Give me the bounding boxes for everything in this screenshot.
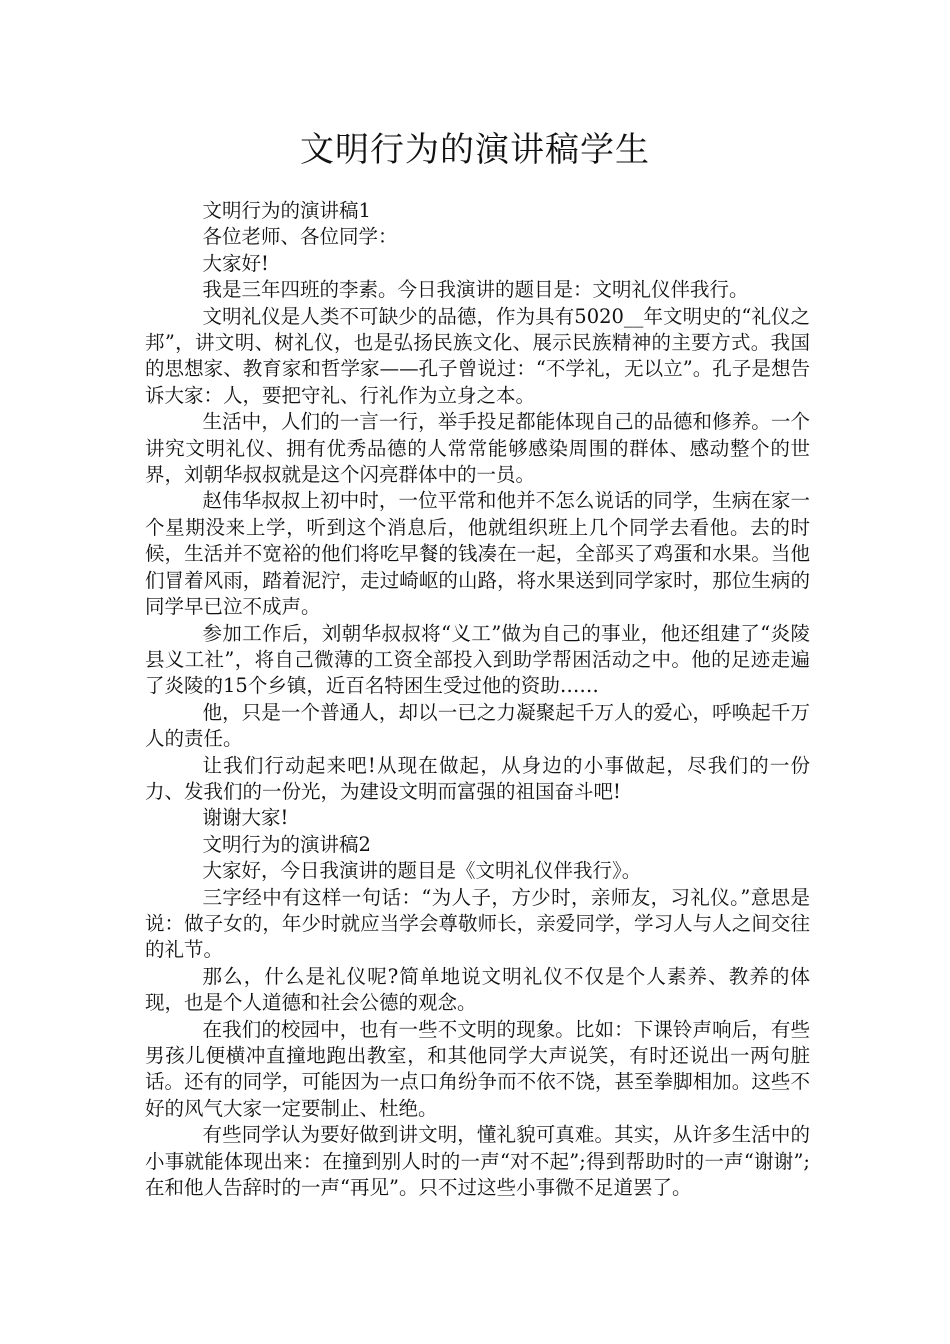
paragraph: 我是三年四班的李素。今日我演讲的题目是：文明礼仪伴我行。 xyxy=(202,278,749,302)
paragraph-greeting: 大家好! xyxy=(202,251,269,275)
paragraph-salutation: 各位老师、各位同学： xyxy=(202,225,398,249)
paragraph-thanks: 谢谢大家! xyxy=(202,806,289,830)
paragraph: 那么，什么是礼仪呢?简单地说文明礼仪不仅是个人素养、教养的体现，也是个人道德和社会公德的观念。 xyxy=(145,964,810,1015)
paragraph: 参加工作后，刘朝华叔叔将“义工”做为自己的事业，他还组建了“炎陵县义工社”，将自己微薄的工资全部投入到助学帮困活动之中。他的足迹走遍了炎陵的15个乡镇，近百名特困生受过他的资助…… xyxy=(145,621,810,698)
paragraph: 有些同学认为要好做到讲文明，懂礼貌可真难。其实，从许多生活中的小事就能体现出来：在撞到别人时的一声“对不起”;得到帮助时的一声“谢谢”;在和他人告辞时的一声“再见”。只不过这些小事微不足道罢了。 xyxy=(145,1123,810,1200)
paragraph: 他，只是一个普通人，却以一已之力凝聚起千万人的爱心，呼唤起千万人的责任。 xyxy=(145,700,810,751)
document-body xyxy=(145,198,810,1201)
paragraph-heading-1: 文明行为的演讲稿1 xyxy=(202,199,371,222)
paragraph: 让我们行动起来吧!从现在做起，从身边的小事做起，尽我们的一份力、发我们的一份光，为建设文明而富强的祖国奋斗吧! xyxy=(145,753,810,803)
paragraph: 在我们的校园中，也有一些不文明的现象。比如：下课铃声响后，有些男孩儿便横冲直撞地跑出教室，和其他同学大声说笑，有时还说出一两句脏话。还有的同学，可能因为一点口角纷争而不依不饶，甚至拳脚相加。这些不好的风气大家一定要制止、杜绝。 xyxy=(145,1017,810,1120)
document-title: 文明行为的演讲稿学生 xyxy=(300,130,650,170)
paragraph: 文明礼仪是人类不可缺少的品德，作为具有5020__年文明史的“礼仪之邦”，讲文明、树礼仪，也是弘扬民族文化、展示民族精神的主要方式。我国的思想家、教育家和哲学家——孔子曾说过：“不学礼，无以立”。孔子是想告诉大家：人，要把守礼、行礼作为立身之本。 xyxy=(145,304,810,407)
paragraph: 赵伟华叔叔上初中时，一位平常和他并不怎么说话的同学，生病在家一个星期没来上学，听到这个消息后，他就组织班上几个同学去看他。去的时候，生活并不宽裕的他们将吃早餐的钱凑在一起，全部买了鸡蛋和水果。当他们冒着风雨，踏着泥泞，走过崎岖的山路，将水果送到同学家时，那位生病的同学早已泣不成声。 xyxy=(145,489,810,619)
paragraph-heading-2: 文明行为的演讲稿2 xyxy=(202,832,371,856)
paragraph: 生活中，人们的一言一行，举手投足都能体现自己的品德和修养。一个讲究文明礼仪、拥有优秀品德的人常常能够感染周围的群体、感动整个的世界，刘朝华叔叔就是这个闪亮群体中的一员。 xyxy=(145,410,810,487)
paragraph: 大家好，今日我演讲的题目是《文明礼仪伴我行》。 xyxy=(202,859,642,883)
paragraph: 三字经中有这样一句话：“为人子，方少时，亲师友，习礼仪。”意思是说：做子女的，年少时就应当学会尊敬师长，亲爱同学，学习人与人之间交往的礼节。 xyxy=(145,885,810,962)
